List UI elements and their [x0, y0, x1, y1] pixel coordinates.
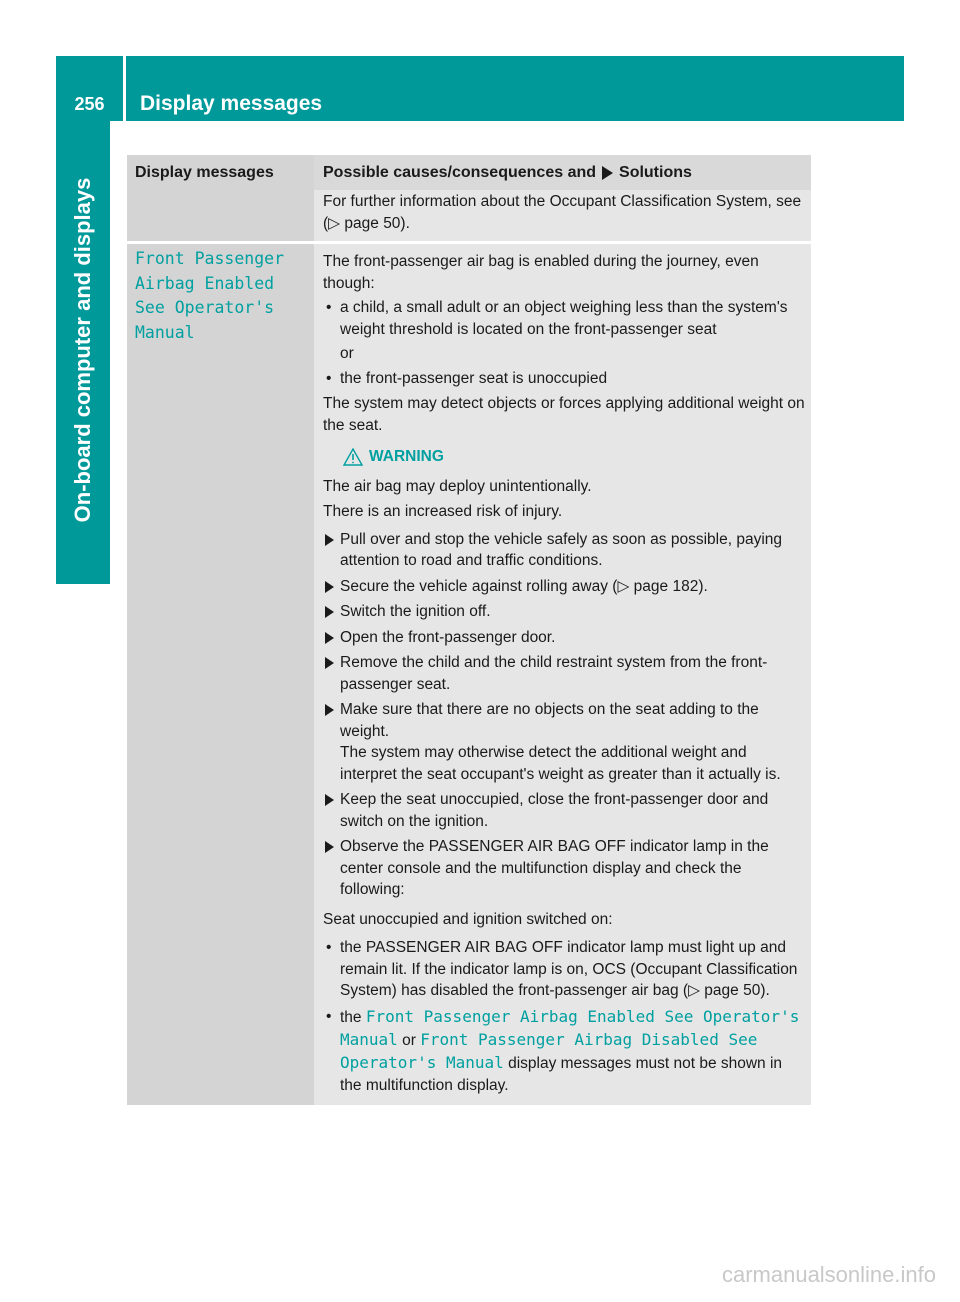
- step-arrow-icon: [325, 704, 334, 716]
- step-item: Keep the seat unoccupied, close the front-passenger door and switch on the ignition.: [323, 789, 805, 832]
- step-arrow-icon: [325, 794, 334, 806]
- warning-triangle-icon: [343, 448, 363, 466]
- play-arrow-icon: [602, 166, 613, 180]
- intro-text: The front-passenger air bag is enabled during the journey, even though:: [323, 253, 759, 292]
- warning-text: The air bag may deploy unintentionally.: [323, 477, 592, 495]
- step-arrow-icon: [325, 657, 334, 669]
- table-row: [127, 244, 811, 1105]
- list-item: • the PASSENGER AIR BAG OFF indicator lamp must light up and remain lit. If the indicator lamp is on, OCS (Occupant Classification System) has disabled the front-passenger air bag (▷ page 50).: [326, 939, 798, 999]
- list-item: • the front-passenger seat is unoccupied: [326, 369, 608, 387]
- step-item: Remove the child and the child restraint system from the front-passenger seat.: [323, 652, 805, 695]
- display-messages-table: [127, 155, 811, 1105]
- page-ref-icon: ▷: [328, 214, 341, 232]
- warning-heading: [323, 446, 805, 468]
- seat-state-text: Seat unoccupied and ignition switched on:: [323, 910, 613, 928]
- step-arrow-icon: [325, 581, 334, 593]
- page-title: Display messages: [140, 92, 323, 115]
- page-header: [56, 56, 904, 121]
- step-arrow-icon: [325, 632, 334, 644]
- display-message-cell: Front Passenger Airbag Enabled See Operator's Manual: [127, 244, 314, 1105]
- display-message-inline: Front Passenger Airbag Enabled See Operator's Manual: [340, 1006, 800, 1049]
- display-message-inline: Front Passenger Airbag Disabled See Operator's Manual: [340, 1029, 758, 1072]
- step-item: Observe the PASSENGER AIR BAG OFF indicator lamp in the center console and the multifunction display and check the following:: [323, 836, 805, 901]
- step-arrow-icon: [325, 534, 334, 546]
- causes-cell: The front-passenger air bag is enabled during the journey, even though: • a child, a small adult or an object weighing less than the system's weight threshold is located on the front-passenger seat or • the front-passenger seat is unoccupied The system may detect objects or forces applying additional weight on the seat. WARNING The air bag may deploy unintentionally. There is an increased risk of injury. Pull over and stop the vehicle safely as soon as possible, paying attention to road and traffic conditions. Secure the vehicle against rolling away (▷ page 182). Switch the ignition off. Open the front-passenger door. Remove the child and the child restraint system from the front-passenger seat. Make sure that there are no objects on the seat adding to the weight. The system may otherwise detect the additional weight and interpret the seat occupant's weight as greater than it actually is. Keep the seat unoccupied, close the front-passenger door and switch on the ignition. Observe the PASSENGER AIR BAG OFF indicator lamp in the center console and the multifunction display and check the following: Seat unoccupied and ignition switched on: • the PASSENGER AIR BAG OFF indicator lamp must light up and remain lit. If the indicator lamp is on, OCS (Occupant Classification System) has disabled the front-passenger air bag (▷ page 50). • the Front Passenger Airbag Enabled See Operator's Manual or Front Passenger Airbag Disabled See Operator's Manual display messages must not be shown in the multifunction display.: [314, 244, 811, 1105]
- warning-text: There is an increased risk of injury.: [323, 503, 563, 520]
- list-item: • the Front Passenger Airbag Enabled See Operator's Manual or Front Passenger Airbag Disabled See Operator's Manual display messages must not be shown in the multifunction display.: [326, 1006, 800, 1094]
- list-item: • a child, a small adult or an object weighing less than the system's weight threshold is located on the front-passenger seat: [326, 299, 788, 338]
- page-ref-icon: ▷: [688, 982, 700, 999]
- warning-label: WARNING: [369, 448, 444, 465]
- col-header-messages: Display messages: [127, 155, 314, 190]
- page-ref-icon: ▷: [617, 577, 630, 595]
- col-header-solutions-label: Solutions: [619, 163, 692, 181]
- step-item: Make sure that there are no objects on the seat adding to the weight. The system may otherwise detect the additional weight and interpret the seat occupant's weight as greater than it actually is.: [323, 699, 805, 785]
- step-arrow-icon: [325, 841, 334, 853]
- step-item: Pull over and stop the vehicle safely as soon as possible, paying attention to road and traffic conditions.: [323, 529, 805, 572]
- watermark: carmanualsonline.info: [721, 1262, 936, 1287]
- ocs-info-text: For further information about the Occupant Classification System, see (▷ page 50).: [323, 193, 802, 232]
- chapter-label: On-board computer and displays: [70, 177, 95, 523]
- step-arrow-icon: [325, 606, 334, 618]
- step-item: Switch the ignition off.: [323, 601, 805, 623]
- col-header-causes-label: Possible causes/consequences and: [323, 163, 597, 181]
- table-row: [127, 190, 811, 241]
- step-item: Open the front-passenger door.: [323, 627, 805, 649]
- table-header-row: [127, 155, 811, 190]
- col-header-causes: [314, 155, 811, 190]
- detect-text: The system may detect objects or forces applying additional weight on the seat.: [323, 395, 805, 434]
- page-number: 256: [56, 56, 126, 121]
- step-item: Secure the vehicle against rolling away (▷ page 182).: [323, 576, 805, 598]
